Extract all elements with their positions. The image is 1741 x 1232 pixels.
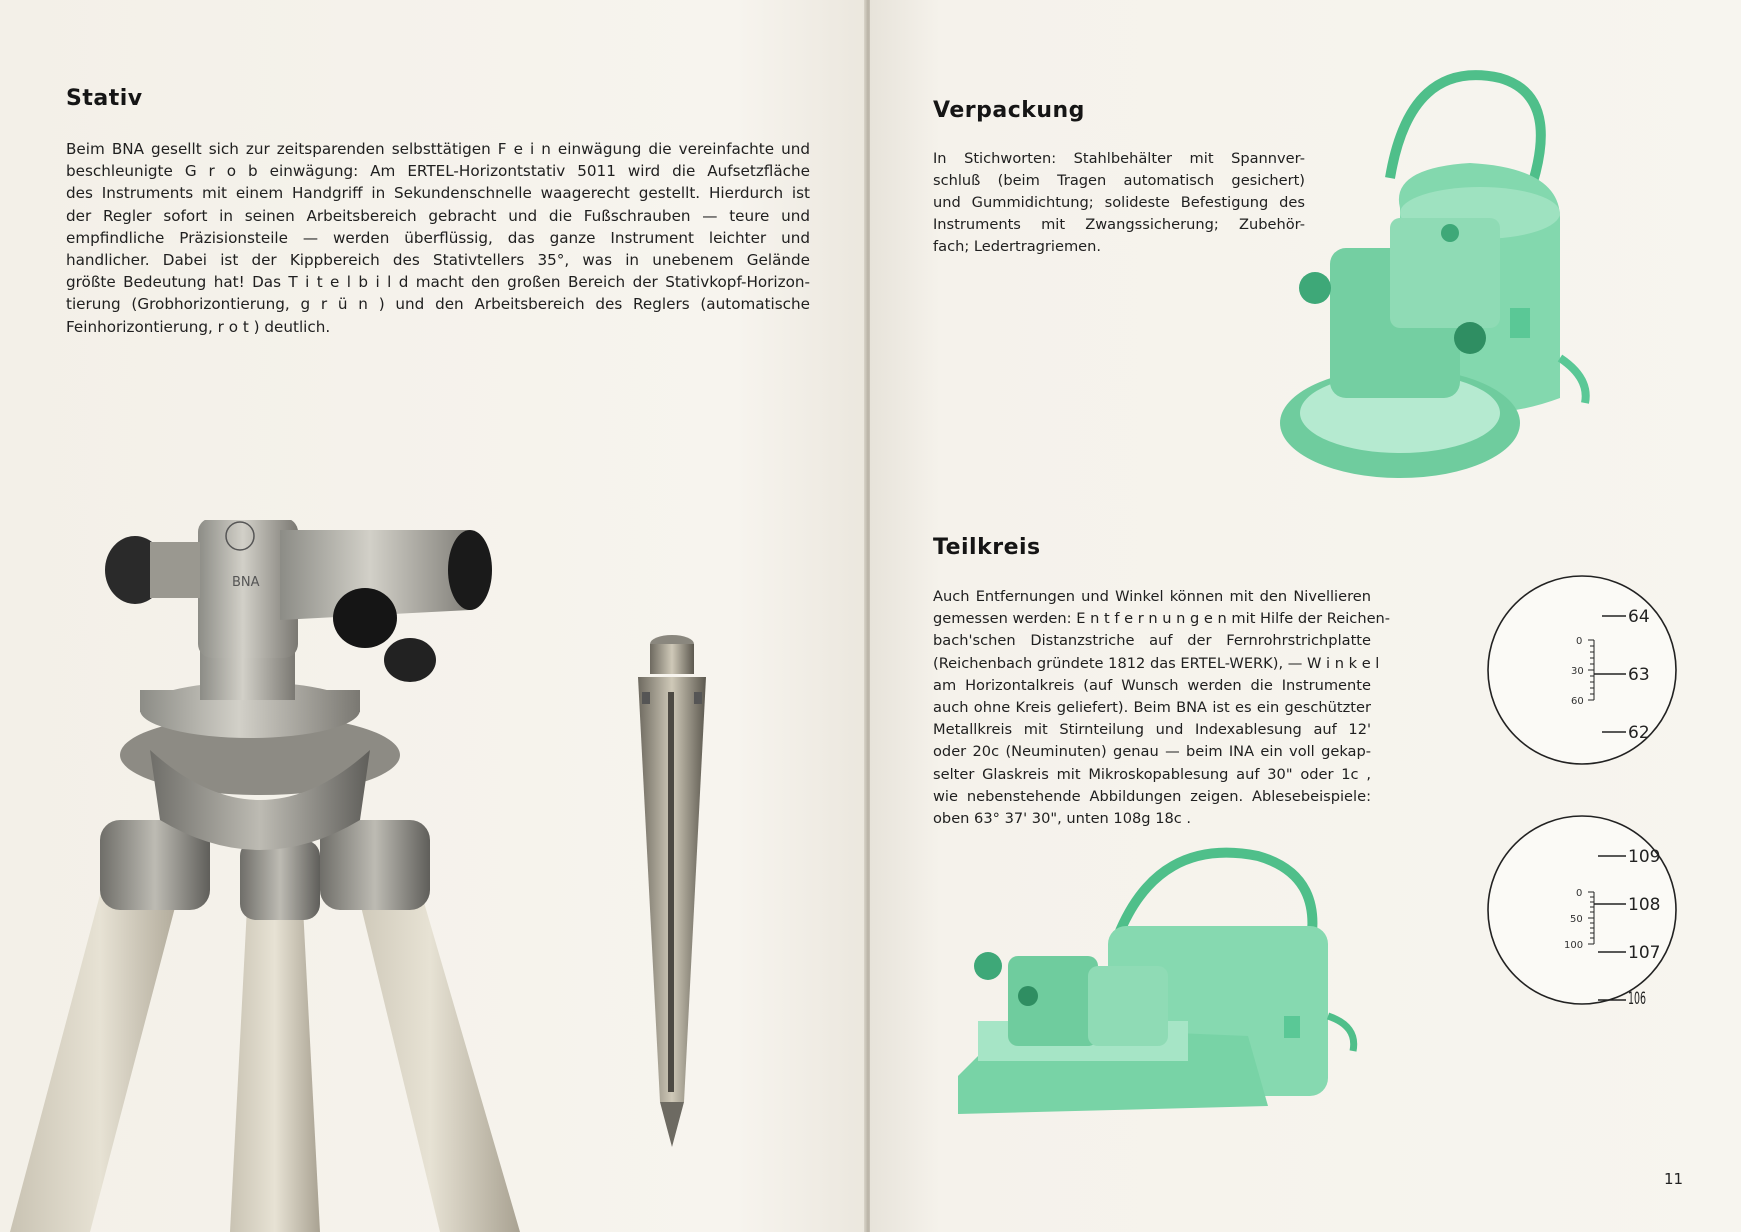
dial-bottom-label-107: 107 — [1628, 943, 1661, 963]
heading-teilkreis: Teilkreis — [933, 535, 1041, 560]
teilkreis-paragraph — [933, 586, 1391, 830]
stativ-line-7: größte Bedeutung hat! Das T i t e l b i l d macht den großen Bereich der Stativkopf-Horizon- — [66, 273, 810, 292]
dial-bottom-minor-100: 100 — [1564, 940, 1584, 951]
stativ-line-6: handlicher. Dabei ist der Kippbereich des Stativtellers 35°, was in unebenem Gelände — [66, 251, 810, 270]
stativ-line-9: Feinhorizontierung, r o t ) deutlich. — [66, 317, 331, 336]
dial-top-minor-30: 30 — [1571, 666, 1584, 677]
teilkreis-line-9: selter Glaskreis mit Mikroskopablesung auf 30" oder 1c , — [933, 765, 1371, 783]
right-page — [870, 0, 1741, 1232]
verpackung-line-1: In Stichworten: Stahlbehälter mit Spannver- — [933, 150, 1305, 167]
stativ-line-5: empfindliche Präzisionsteile — werden überflüssig, das ganze Instrument leichter und — [66, 228, 810, 247]
dial-top-label-62: 62 — [1628, 723, 1650, 743]
steel-case-open-photo — [1270, 68, 1600, 508]
teilkreis-line-6: auch ohne Kreis geliefert). Beim BNA ist es ein geschützter — [933, 699, 1371, 717]
verpackung-paragraph — [933, 148, 1305, 258]
verpackung-line-4: Instruments mit Zwangssicherung; Zubehör- — [933, 216, 1305, 233]
teilkreis-line-7: Metallkreis mit Stirnteilung und Indexablesung auf 12' — [933, 721, 1371, 739]
teilkreis-line-4: (Reichenbach gründete 1812 das ERTEL-WERK), — W i n k e l — [933, 654, 1380, 672]
dial-bottom-minor-50: 50 — [1570, 914, 1583, 925]
teilkreis-line-5: am Horizontalkreis (auf Wunsch werden die Instrumente — [933, 676, 1371, 694]
dial-bottom-label-106: 106 — [1628, 989, 1646, 1008]
stativ-paragraph — [66, 138, 810, 338]
teilkreis-line-10: wie nebenstehende Abbildungen zeigen. Ablesebeispiele: — [933, 787, 1371, 805]
page-number: 11 — [1664, 1170, 1684, 1188]
stativ-line-2: beschleunigte G r o b einwägung: Am ERTEL-Horizontstativ 5011 wird die Aufsetzfläche — [66, 162, 810, 181]
dial-top-label-63: 63 — [1628, 665, 1650, 685]
heading-verpackung: Verpackung — [933, 98, 1085, 123]
teilkreis-line-2: gemessen werden: E n t f e r n u n g e n mit Hilfe der Reichen- — [933, 610, 1391, 628]
dial-top-minor-60: 60 — [1571, 696, 1584, 707]
level-on-tripod-photo — [0, 520, 520, 1232]
instrument-engraving: BNA — [232, 575, 260, 590]
dial-bottom-minor-0: 0 — [1576, 888, 1583, 899]
teilkreis-line-3: bach'schen Distanzstriche auf der Fernrohrstrichplatte — [933, 632, 1371, 650]
dial-top-label-64: 64 — [1628, 607, 1650, 627]
heading-stativ: Stativ — [66, 86, 143, 111]
stativ-line-8: tierung (Grobhorizontierung, g r ü n ) und den Arbeitsbereich des Reglers (automatische — [66, 295, 810, 314]
teilkreis-line-8: oder 20c (Neuminuten) genau — beim INA ein voll gekap- — [933, 743, 1371, 761]
stativ-line-3: des Instruments mit einem Handgriff in Sekundenschnelle waagerecht gestellt. Hierdurch ist — [66, 184, 810, 203]
teilkreis-line-11: oben 63° 37' 30", unten 108g 18c . — [933, 810, 1192, 828]
stativ-line-4: der Regler sofort in seinen Arbeitsbereich gebracht und die Fußschrauben — teure und — [66, 206, 810, 225]
verpackung-line-2: schluß (beim Tragen automatisch gesichert) — [933, 172, 1305, 189]
verpackung-line-5: fach; Ledertragriemen. — [933, 238, 1102, 255]
dial-bottom-label-108: 108 — [1628, 895, 1661, 915]
stativ-line-1: Beim BNA gesellt sich zur zeitsparenden selbsttätigen F e i n einwägung die vereinfachte und — [66, 140, 810, 158]
folded-tripod-photo — [632, 632, 712, 1152]
dial-top-minor-0: 0 — [1576, 636, 1583, 647]
steel-case-instrument-photo — [948, 846, 1388, 1122]
verpackung-line-3: und Gummidichtung; solideste Befestigung des — [933, 194, 1305, 211]
dial-reading-bottom — [1484, 812, 1680, 1008]
left-page — [0, 0, 866, 1232]
teilkreis-line-1: Auch Entfernungen und Winkel können mit den Nivellieren — [933, 588, 1371, 605]
dial-bottom-label-109: 109 — [1628, 847, 1661, 867]
dial-reading-top — [1484, 572, 1680, 768]
